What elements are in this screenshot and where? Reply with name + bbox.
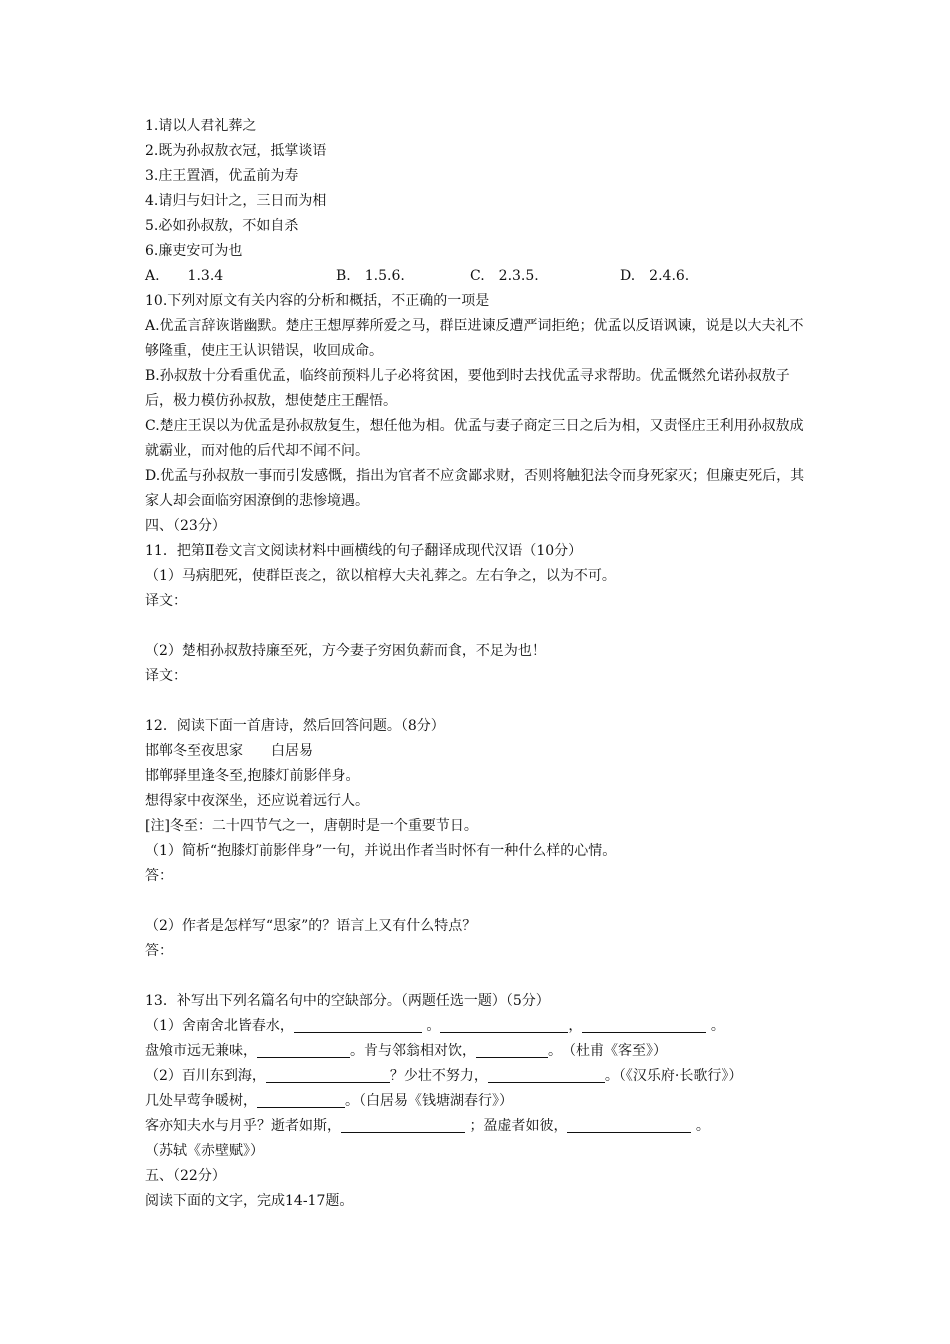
q12-part-1: （1）简析“抱膝灯前影伴身”一句，并说出作者当时怀有一种什么样的心情。 <box>145 843 617 859</box>
q13-line-3 <box>145 1064 813 1089</box>
answer-space <box>145 889 813 914</box>
q13-text: （2）百川东到海， <box>145 1068 266 1084</box>
q13-text: 。 <box>710 1018 725 1034</box>
item-5: 5.必如孙叔敖，不如自杀 <box>145 218 299 234</box>
option-a: A. 1.3.4 <box>145 268 224 284</box>
q11-part-2: （2）楚相孙叔敖持廉至死，方今妻子穷困负薪而食，不足为也！ <box>145 643 546 659</box>
section-5-heading: 五、（22分） <box>145 1168 226 1184</box>
fill-blank <box>488 1067 605 1083</box>
q13-text: ？少壮不努力， <box>389 1068 488 1084</box>
item-4: 4.请归与妇计之，三日而为相 <box>145 193 327 209</box>
fill-blank <box>440 1017 568 1033</box>
q13-text: 。 <box>695 1118 710 1134</box>
q10-option-c: C.楚庄王误以为优孟是孙叔敖复生，想任他为相。优孟与妻子商定三日之后为相，又责怪庄王利用孙叔敖成就霸业，而对他的后代却不闻不问。 <box>145 418 804 459</box>
section-5-intro: 阅读下面的文字，完成14-17题。 <box>145 1193 354 1209</box>
fill-blank <box>257 1092 345 1108</box>
q10-option-a: A.优孟言辞诙谐幽默。楚庄王想厚葬所爱之马，群臣进谏反遭严词拒绝；优孟以反语讽谏，说是以大夫礼不够隆重，使庄王认识错误，收回成命。 <box>145 318 804 359</box>
q13-text: 客亦知夫水与月乎？逝者如斯， <box>145 1118 341 1134</box>
fill-blank <box>266 1067 390 1083</box>
exam-page <box>145 114 813 1214</box>
option-d: D. 2.4.6. <box>620 268 690 284</box>
q13-line-2 <box>145 1039 813 1064</box>
poem-line-1: 邯郸驿里逢冬至,抱膝灯前影伴身。 <box>145 768 360 784</box>
item-2: 2.既为孙叔敖衣冠，抵掌谈语 <box>145 143 327 159</box>
q10-option-b: B.孙叔敖十分看重优孟，临终前预料儿子必将贫困，要他到时去找优孟寻求帮助。优孟慨然允诺孙叔敖子后，极力模仿孙叔敖，想使楚庄王醒悟。 <box>145 368 790 409</box>
section-4-heading: 四、（23分） <box>145 518 226 534</box>
fill-blank <box>582 1017 706 1033</box>
q13-text: 几处早莺争暖树， <box>145 1093 257 1109</box>
answer-label-2: 答： <box>145 943 173 959</box>
q13-text: ， <box>568 1018 583 1034</box>
poem-note: [注]冬至：二十四节气之一，唐朝时是一个重要节日。 <box>145 818 478 834</box>
item-3: 3.庄王置酒，优孟前为寿 <box>145 168 299 184</box>
q13-line-1 <box>145 1014 813 1039</box>
q10-stem: 10.下列对原文有关内容的分析和概括，不正确的一项是 <box>145 293 490 309</box>
q13-text: 。 （杜甫《客至》） <box>548 1043 667 1059</box>
q13-text: 盘飧市远无兼味， <box>145 1043 257 1059</box>
fill-blank <box>476 1042 548 1058</box>
q13-stem: 13．补写出下列名篇名句中的空缺部分。（两题任选一题）（5分） <box>145 993 550 1009</box>
q13-line-6: （苏轼《赤壁赋》） <box>145 1143 264 1159</box>
answer-space <box>145 614 813 639</box>
q13-line-5 <box>145 1114 813 1139</box>
item-1: 1.请以人君礼葬之 <box>145 118 257 134</box>
q12-stem: 12．阅读下面一首唐诗，然后回答问题。（8分） <box>145 718 445 734</box>
q13-text: ；盈虚者如彼， <box>469 1118 568 1134</box>
item-6: 6.廉吏安可为也 <box>145 243 243 259</box>
answer-space <box>145 689 813 714</box>
q11-stem: 11．把第Ⅱ卷文言文阅读材料中画横线的句子翻译成现代汉语（10分） <box>145 543 583 559</box>
fill-blank <box>341 1117 465 1133</box>
fill-blank <box>257 1042 350 1058</box>
q13-text: 。肯与邻翁相对饮， <box>350 1043 476 1059</box>
q13-text: 。（《汉乐府·长歌行》） <box>604 1068 743 1084</box>
q10-option-d: D.优孟与孙叔敖一事而引发感慨，指出为官者不应贪鄙求财，否则将触犯法令而身死家灭；但廉吏死后，其家人却会面临穷困潦倒的悲惨境遇。 <box>145 468 805 509</box>
q13-text: （1）舍南舍北皆春水， <box>145 1018 294 1034</box>
poem-title: 邯郸冬至夜思家 白居易 <box>145 743 313 759</box>
q13-text: 。 <box>426 1018 441 1034</box>
option-c: C. 2.3.5. <box>470 268 539 284</box>
fill-blank <box>294 1017 422 1033</box>
translation-label-1: 译文： <box>145 593 187 609</box>
fill-blank <box>567 1117 691 1133</box>
q13-line-4 <box>145 1089 813 1114</box>
q12-part-2: （2）作者是怎样写“思家”的？语言上又有什么特点？ <box>145 918 477 934</box>
q11-part-1: （1）马病肥死，使群臣丧之，欲以棺椁大夫礼葬之。左右争之，以为不可。 <box>145 568 616 584</box>
q9-options <box>145 264 813 289</box>
answer-space <box>145 964 813 989</box>
translation-label-2: 译文： <box>145 668 187 684</box>
answer-label-1: 答： <box>145 868 173 884</box>
q13-text: 。（白居易《钱塘湖春行》） <box>345 1093 513 1109</box>
poem-line-2: 想得家中夜深坐，还应说着远行人。 <box>145 793 369 809</box>
option-b: B. 1.5.6. <box>336 268 405 284</box>
